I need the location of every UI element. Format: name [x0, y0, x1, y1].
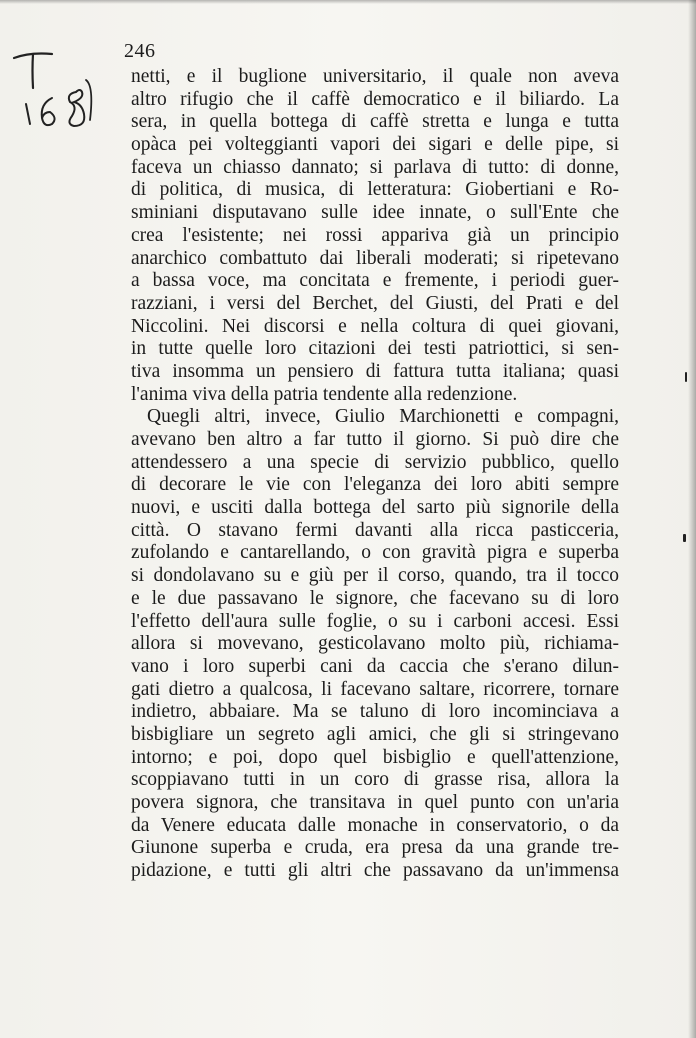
- page-number: 246: [124, 40, 156, 62]
- text-line: attendessero a una specie di servizio pubblico, quello: [131, 451, 619, 473]
- text-line: sminiani disputavano sulle idee innate, o sull'Ente che: [131, 202, 619, 224]
- scan-speck: [685, 372, 687, 382]
- text-line: città. O stavano fermi davanti alla ricca pasticceria,: [131, 519, 619, 541]
- text-line: Niccolini. Nei discorsi e nella coltura di quei giovani,: [131, 315, 619, 337]
- text-line: Quegli altri, invece, Giulio Marchionetti e compagni,: [147, 406, 619, 428]
- text-line: e le due passavano le signore, che facevano su di loro: [131, 587, 619, 609]
- text-line: l'effetto dell'aura sulle foglie, o su i carboni accesi. Essi: [131, 610, 619, 632]
- text-line: crea l'esistente; nei rossi appariva già un principio: [131, 224, 619, 246]
- text-line: bisbigliare un segreto agli amici, che gli si stringevano: [131, 723, 619, 745]
- handwritten-shelfmark: [0, 40, 110, 140]
- text-line: povera signora, che transitava in quel punto con un'aria: [131, 792, 619, 813]
- text-line: anarchico combattuto dai liberali moderati; si ripetevano: [131, 247, 619, 269]
- page-top-shadow: [0, 0, 696, 4]
- text-line: tiva insomma un pensiero di fattura tutta italiana; quasi: [131, 360, 619, 382]
- text-line: Giunone superba e cruda, era presa da una grande tre-: [131, 837, 619, 859]
- text-line: si dondolavano su e giù per il corso, quando, tra il tocco: [131, 565, 619, 587]
- body-text: [131, 66, 619, 883]
- text-line: pidazione, e tutti gli altri che passavano da un'immensa: [131, 860, 619, 882]
- text-line: allora si movevano, gesticolavano molto più, richiama-: [131, 633, 619, 655]
- text-line: altro rifugio che il caffè democratico e il biliardo. La: [131, 88, 619, 110]
- text-line: nuovi, e usciti dalla bottega del sarto più signorile della: [131, 497, 619, 519]
- text-line: faceva un chiasso dannato; si parlava di tutto: di donne,: [131, 156, 619, 178]
- text-line: scoppiavano tutti in un coro di grasse risa, allora la: [131, 769, 619, 791]
- text-line: gati dietro a qualcosa, li facevano saltare, ricorrere, tornare: [131, 678, 619, 700]
- text-line: sera, in quella bottega di caffè stretta e lunga e tutta: [131, 111, 619, 133]
- text-line: opàca pei volteggianti vapori dei sigari e delle pipe, si: [131, 134, 619, 156]
- text-line: netti, e il buglione universitario, il quale non aveva: [131, 66, 619, 87]
- scan-speck: [683, 534, 686, 542]
- page-binding-shadow: [688, 0, 696, 1038]
- text-line: l'anima viva della patria tendente alla redenzione.: [131, 383, 518, 405]
- text-line: di decorare le vie con l'eleganza dei loro abiti sempre: [131, 474, 619, 496]
- text-line: razziani, i versi del Berchet, del Giusti, del Prati e del: [131, 292, 619, 314]
- text-line: vano i loro superbi cani da caccia che s'erano dilun-: [131, 655, 619, 677]
- text-line: zufolando e cantarellando, o con gravità pigra e superba: [131, 542, 619, 564]
- text-line: a bassa voce, ma concitata e fremente, i periodi guer-: [131, 270, 619, 292]
- text-line: di politica, di musica, di letteratura: Giobertiani e Ro-: [131, 179, 619, 201]
- text-line: in tutte quelle loro citazioni dei testi patriottici, si sen-: [131, 338, 619, 360]
- text-line: intorno; e poi, dopo quel bisbiglio e quell'attenzione,: [131, 746, 619, 768]
- text-line: avevano ben altro a far tutto il giorno. Si può dire che: [131, 429, 619, 450]
- text-line: da Venere educata dalle monache in conservatorio, o da: [131, 814, 619, 836]
- text-line: indietro, abbaiare. Ma se taluno di loro incominciava a: [131, 701, 619, 723]
